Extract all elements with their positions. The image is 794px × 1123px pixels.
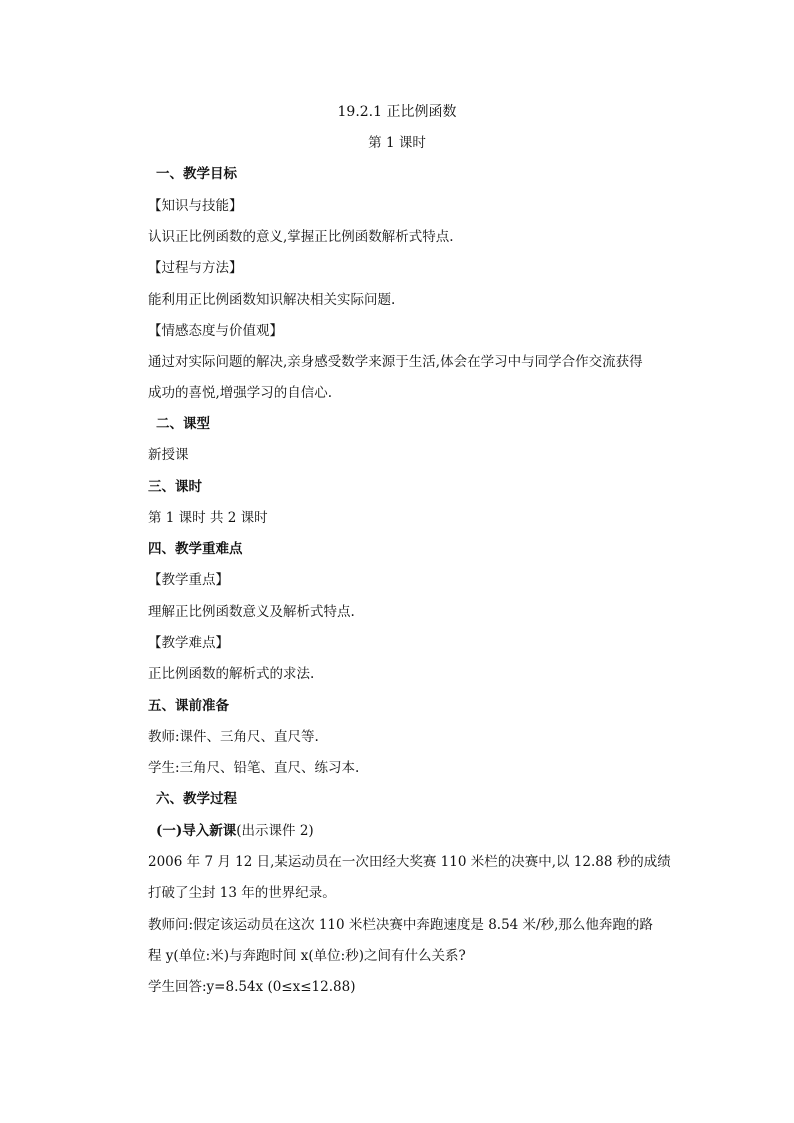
doc-subtitle: 第 1 课时 <box>368 135 426 151</box>
subheading-knowledge: 【知识与技能】 <box>148 198 243 214</box>
subsection-introduction-title: (一)导入新课 <box>156 823 237 839</box>
text-emotion-line-2: 成功的喜悦,增强学习的自信心. <box>148 385 333 401</box>
subsection-introduction <box>0 821 794 841</box>
paragraph-3-answer: 学生回答:y=8.54x (0≤x≤12.88) <box>148 979 356 995</box>
paragraph-2-line-2: 程 y(单位:米)与奔跑时间 x(单位:秒)之间有什么关系? <box>148 948 466 964</box>
text-knowledge: 认识正比例函数的意义,掌握正比例函数解析式特点. <box>148 229 454 245</box>
section-heading-objectives: 一、教学目标 <box>156 166 237 182</box>
section-heading-key-points: 四、教学重难点 <box>148 541 243 557</box>
section-heading-preparation: 五、课前准备 <box>148 698 229 714</box>
subheading-emotion: 【情感态度与价值观】 <box>148 323 283 339</box>
section-heading-process: 六、教学过程 <box>156 791 237 807</box>
text-student-prep: 学生:三角尺、铅笔、直尺、练习本. <box>148 760 360 776</box>
subheading-key-point: 【教学重点】 <box>148 572 229 588</box>
text-key-point: 理解正比例函数意义及解析式特点. <box>148 604 355 620</box>
section-heading-lesson-type: 二、课型 <box>156 416 210 432</box>
subheading-difficulty: 【教学难点】 <box>148 635 229 651</box>
text-lesson-type: 新授课 <box>148 447 189 463</box>
section-heading-class-hours: 三、课时 <box>148 479 202 495</box>
paragraph-2-line-1: 教师问:假定该运动员在这次 110 米栏决赛中奔跑速度是 8.54 米/秒,那么他奔跑的路 <box>148 917 653 933</box>
subsection-introduction-note: (出示课件 2) <box>236 823 314 839</box>
text-process: 能利用正比例函数知识解决相关实际问题. <box>148 292 396 308</box>
text-class-hours: 第 1 课时 共 2 课时 <box>148 510 268 526</box>
subheading-process: 【过程与方法】 <box>148 260 243 276</box>
paragraph-1-line-1: 2006 年 7 月 12 日,某运动员在一次田经大奖赛 110 米栏的决赛中,以 12.88 秒的成绩 <box>148 854 671 870</box>
text-difficulty: 正比例函数的解析式的求法. <box>148 666 315 682</box>
paragraph-1-line-2: 打破了尘封 13 年的世界纪录。 <box>148 885 336 901</box>
text-teacher-prep: 教师:课件、三角尺、直尺等. <box>148 729 319 745</box>
doc-title: 19.2.1 正比例函数 <box>337 104 457 120</box>
text-emotion-line-1: 通过对实际问题的解决,亲身感受数学来源于生活,体会在学习中与同学合作交流获得 <box>148 354 643 370</box>
